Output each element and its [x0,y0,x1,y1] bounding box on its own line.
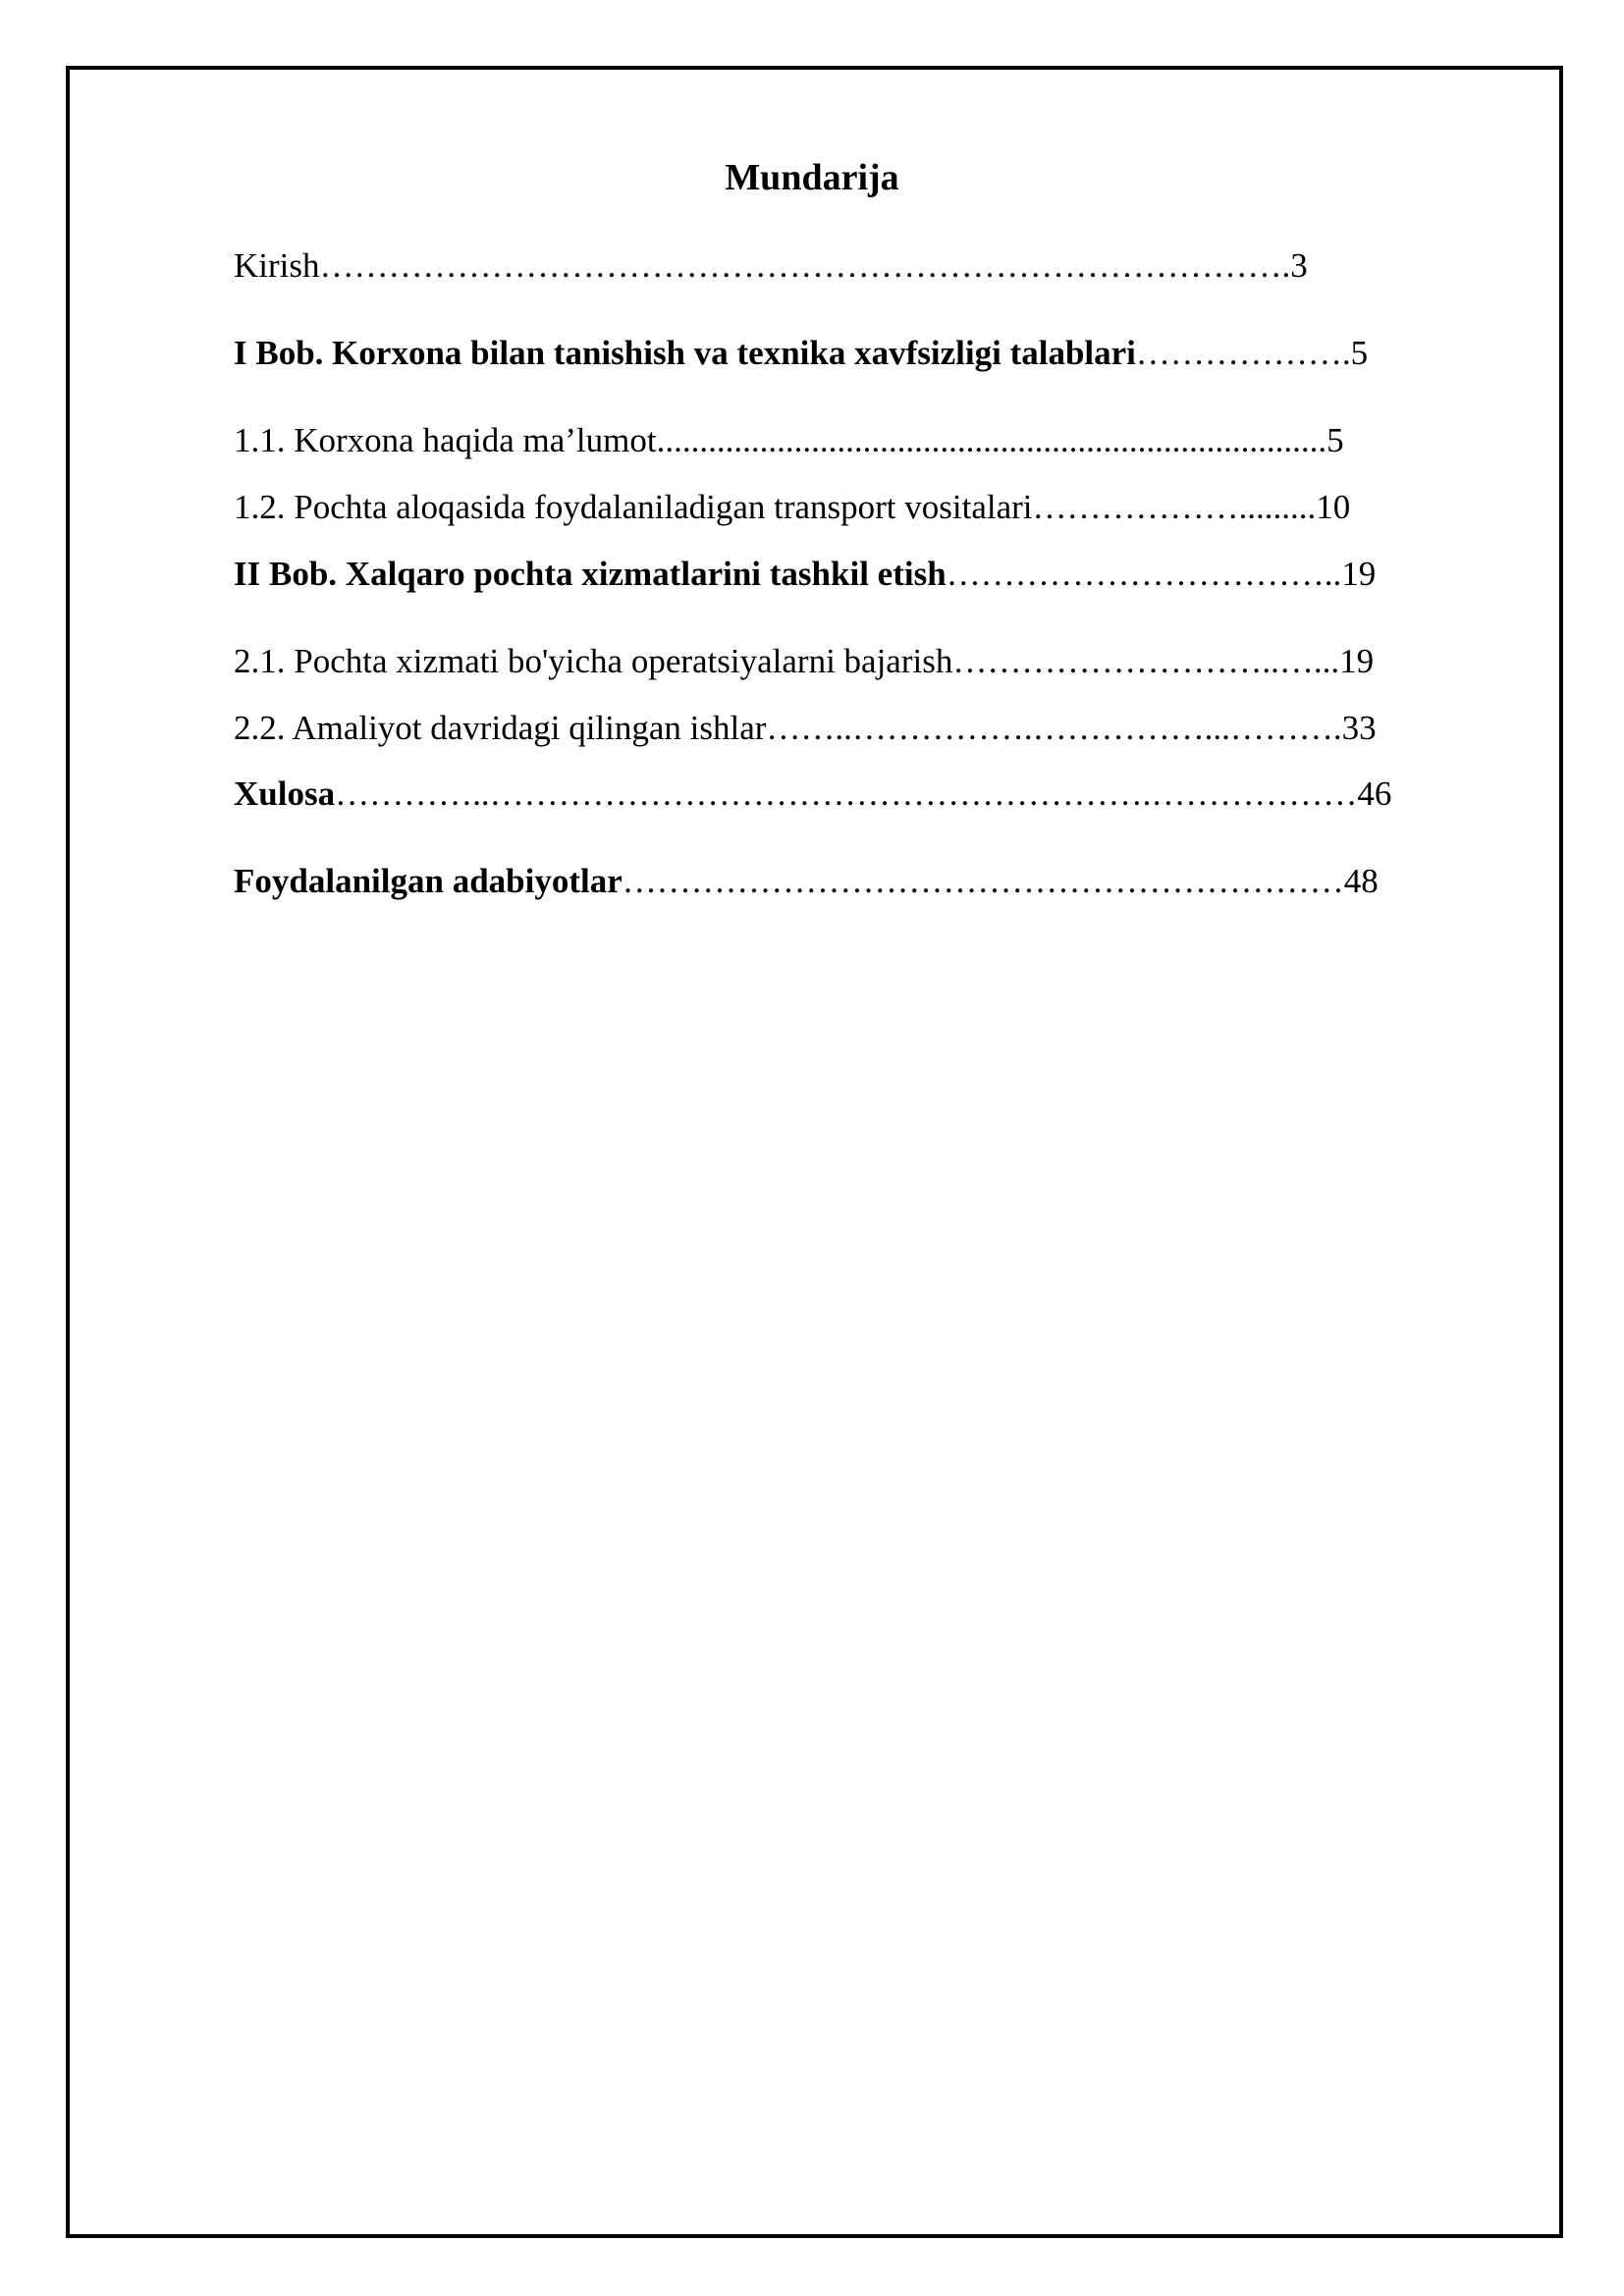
toc-entry-title: Xulosa [234,774,336,813]
toc-entry-title: 2.1. Pochta xizmati bo'yicha operatsiyalarni bajarish [234,642,953,680]
toc-entry-title: 2.2. Amaliyot davridagi qilingan ishlar [234,709,767,747]
toc-entry-title: II Bob. Xalqaro pochta xizmatlarini tashkil etish [234,555,947,593]
page-border [66,66,1563,2238]
toc-entry-title: 1.1. Korxona haqida ma’lumot [234,421,657,459]
toc-entry-leader: ……………………………………………………… [622,862,1344,900]
toc-entry-title: I Bob. Korxona bilan tanishish va texnika xavfsizligi talablari [234,334,1136,372]
toc-entry-leader: .............................................................................. [656,421,1327,459]
toc-entry-leader: ………………………..…... [952,642,1340,680]
toc-entry-page: 5 [1350,334,1369,372]
toc-entry-page: 5 [1326,421,1344,459]
toc-entry-leader: …………..………………………………………………….……………… [335,774,1358,813]
toc-entry-chapter-2 [234,552,1376,597]
toc-entry-page: 46 [1357,774,1392,813]
toc-entry-page: 19 [1339,642,1375,680]
toc-entry-page: 33 [1341,709,1377,747]
toc-entry-page: 19 [1341,555,1377,593]
toc-entry-page: 3 [1290,246,1308,285]
toc-entry-leader: ……..…………….……………...………. [766,709,1342,747]
toc-entry-leader: ………………. [1135,334,1351,372]
toc-entry-adabiyotlar [234,859,1379,904]
toc-entry-page: 10 [1316,488,1351,526]
toc-entry-kirish [234,243,1308,289]
toc-entry-2-1 [234,639,1374,684]
toc-entry-xulosa [234,772,1391,817]
toc-entry-title: Kirish [234,246,320,285]
toc-entry-leader: ………………......... [1032,488,1317,526]
toc-heading: Mundarija [725,157,899,198]
toc-entry-leader: …………………………….. [946,555,1342,593]
toc-entry-1-1 [234,418,1344,463]
toc-entry-title: Foydalanilgan adabiyotlar [234,862,623,900]
toc-entry-chapter-1 [234,331,1368,376]
toc-entry-leader: …………………………………………………………………………. [319,246,1291,285]
toc-entry-1-2 [234,485,1350,530]
toc-entry-page: 48 [1343,862,1379,900]
toc-entry-2-2 [234,706,1377,751]
toc-entry-title: 1.2. Pochta aloqasida foydalaniladigan transport vositalari [234,488,1033,526]
